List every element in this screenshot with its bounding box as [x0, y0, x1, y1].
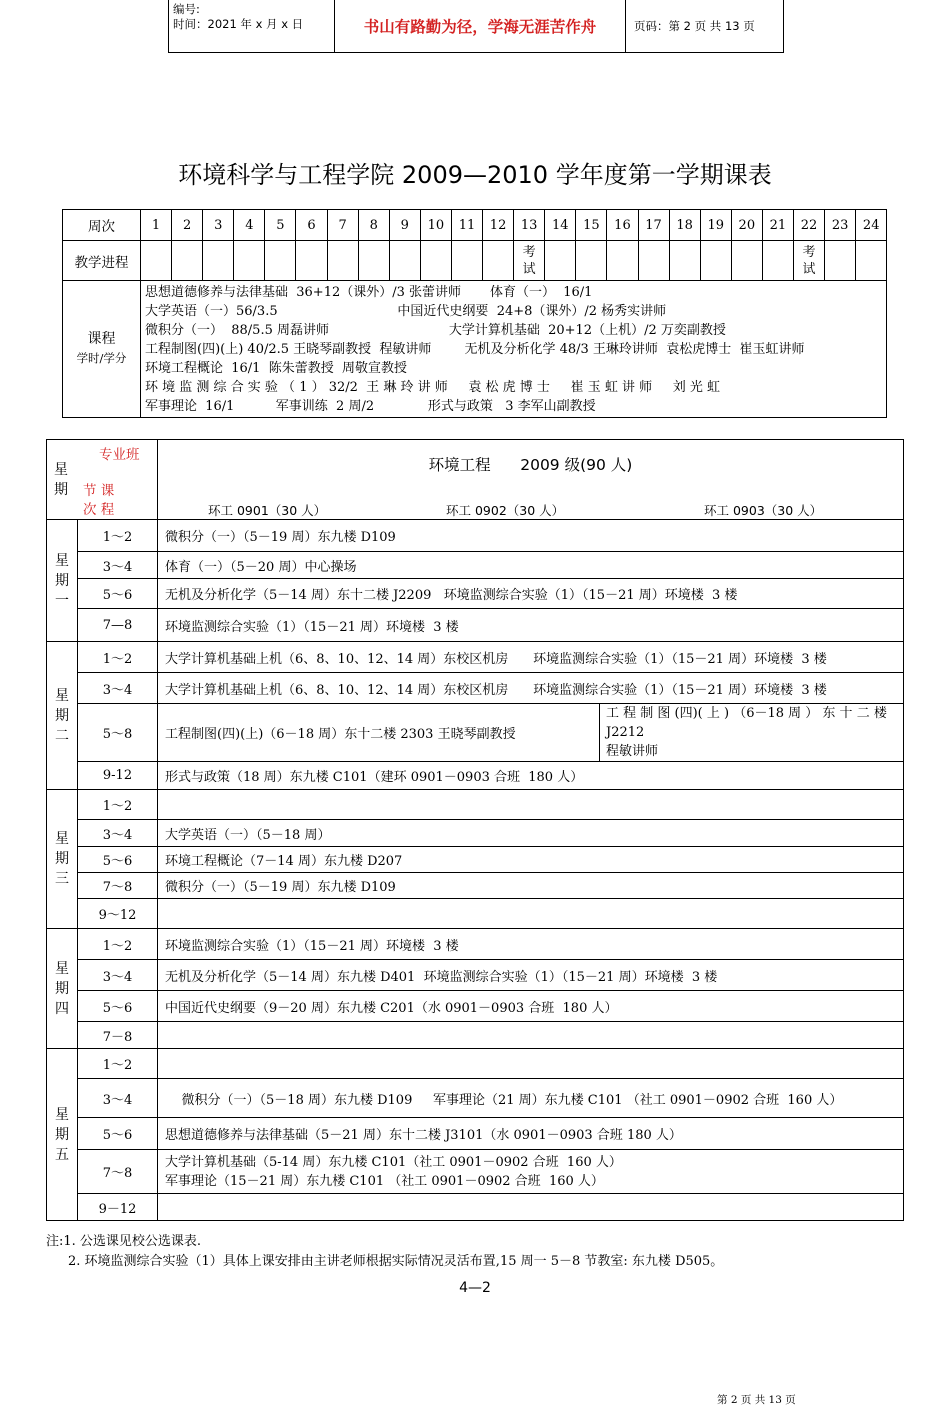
day-label-char: 一	[55, 592, 69, 609]
period-cell: 1～2	[78, 929, 158, 960]
header-time: 时间：2021 年 x 月 x 日	[173, 17, 304, 31]
progress-cell	[545, 241, 576, 281]
progress-cell	[296, 241, 327, 281]
course-cell	[158, 899, 904, 929]
course-entry: 微积分（一） 88/5.5 周磊讲师 大学计算机基础 20+12（上机）/2 万奕副教授	[145, 322, 726, 338]
week-table	[62, 209, 887, 418]
schedule-row	[47, 847, 904, 873]
progress-cell	[762, 241, 793, 281]
course-text: 形式与政策（18 周）东九楼 C101（建环 0901－0903 合班 180 人）	[165, 770, 584, 785]
page-number: 4—2	[459, 1280, 491, 1296]
week-number: 21	[762, 210, 793, 241]
period-cell: 5～6	[78, 847, 158, 873]
day-label-char: 二	[55, 727, 69, 744]
class-0902: 环工 0902（30 人）	[446, 503, 565, 518]
progress-cell	[203, 241, 234, 281]
period-cell: 9－12	[78, 1194, 158, 1221]
progress-cell	[234, 241, 265, 281]
week-number: 14	[545, 210, 576, 241]
week-number: 22	[793, 210, 824, 241]
course-entry: 思想道德修养与法律基础 36+12（课外）/3 张蕾讲师 体育（一） 16/1	[145, 284, 593, 300]
course-text: 环境工程概论（7－14 周）东九楼 D207	[165, 854, 403, 869]
schedule-row	[47, 820, 904, 847]
day-label-char: 星	[55, 687, 69, 704]
day-label-char: 期	[55, 980, 69, 997]
week-number: 2	[172, 210, 203, 241]
course-cell	[158, 960, 904, 991]
week-number: 3	[203, 210, 234, 241]
period-cell: 7～8	[78, 873, 158, 899]
course-entry: 环境工程概论 16/1 陈朱蕾教授 周敬宣教授	[145, 360, 407, 376]
course-cell	[158, 579, 904, 609]
week-number: 24	[856, 210, 887, 241]
exam-mark-bottom: 试	[522, 261, 536, 277]
page-footer: 第 2 页 共 13 页	[717, 1394, 796, 1406]
course-cell	[158, 1194, 904, 1221]
header-page-info: 页码：第 2 页 共 13 页	[634, 19, 755, 33]
course-text: 军事理论（15－21 周）东九楼 C101 （社工 0901－0902 合班 160 人）	[165, 1173, 604, 1189]
course-text: 大学英语（一）（5－18 周）	[165, 827, 331, 843]
day-label-char: 三	[55, 871, 69, 887]
course-cell	[158, 790, 904, 820]
course-cell	[158, 929, 904, 960]
course-list	[141, 281, 887, 418]
period-cell: 1～2	[78, 790, 158, 820]
corner-day-label	[54, 460, 68, 500]
day-label-char: 星	[55, 831, 69, 847]
course-cell	[158, 642, 904, 673]
class-0903: 环工 0903（30 人）	[704, 503, 823, 518]
course-sub-label: 学时/学分	[76, 351, 127, 365]
note-2: 2. 环境监测综合实验（1）具体上课安排由主讲老师根据实际情况灵活布置,15 周一 5－8 节教室: 东九楼 D505。	[68, 1254, 724, 1269]
course-cell	[158, 873, 904, 899]
period-cell: 5～6	[78, 1118, 158, 1150]
course-cell	[158, 520, 904, 552]
course-entry: 军事理论 16/1 军事训练 2 周/2 形式与政策 3 李军山副教授	[145, 398, 596, 414]
course-text: 环境监测综合实验（1）（15－21 周）环境楼 3 楼	[165, 938, 459, 954]
progress-cell	[514, 241, 545, 281]
schedule-row	[47, 960, 904, 991]
course-cell	[158, 1022, 904, 1049]
course-text: 大学计算机基础上机（6、8、10、12、14 周）东校区机房 环境监测综合实验（1）（15－21 周）环境楼 3 楼	[165, 651, 827, 667]
progress-cell	[576, 241, 607, 281]
course-text: 微积分（一）（5－19 周）东九楼 D109	[165, 530, 396, 545]
day-label-char: 星	[55, 960, 69, 977]
course-entry: 大学英语（一）56/3.5 中国近代史纲要 24+8（课外）/2 杨秀实讲师	[145, 303, 667, 319]
course-text: 微积分（一）（5－18 周）东九楼 D109 军事理论（21 周）东九楼 C101 （社工 0901－0902 合班 160 人）	[165, 1092, 843, 1108]
week-number: 19	[700, 210, 731, 241]
day-label-char: 五	[55, 1146, 69, 1163]
course-text: 大学计算机基础上机（6、8、10、12、14 周）东校区机房 环境监测综合实验（1）（15－21 周）环境楼 3 楼	[165, 682, 827, 698]
exam-mark-top: 考	[802, 244, 816, 260]
period-label-2: 次 程	[83, 502, 115, 518]
progress-cell	[172, 241, 203, 281]
day-label-char: 期	[55, 1126, 69, 1143]
schedule-row	[47, 762, 904, 790]
progress-cell	[825, 241, 856, 281]
week-number: 8	[358, 210, 389, 241]
schedule-row	[47, 520, 904, 552]
page-header	[168, 0, 784, 53]
progress-cell	[483, 241, 514, 281]
week-number: 10	[420, 210, 451, 241]
header-number: 编号:	[173, 2, 200, 16]
course-text: 无机及分析化学（5－14 周）东九楼 D401 环境监测综合实验（1）（15－21 周）环境楼 3 楼	[165, 969, 718, 985]
progress-cell	[327, 241, 358, 281]
day-label-char: 星	[55, 552, 69, 569]
course-text: 环境监测综合实验（1）（15－21 周）环境楼 3 楼	[165, 619, 459, 635]
schedule-row	[47, 929, 904, 960]
schedule-row	[47, 704, 904, 762]
schedule-row	[47, 1150, 904, 1194]
week-number: 23	[825, 210, 856, 241]
schedule-table	[46, 439, 904, 1221]
course-text: 体育（一）（5－20 周）中心操场	[165, 559, 357, 575]
schedule-row	[47, 1194, 904, 1221]
specialty-label: 专业班	[99, 447, 140, 463]
week-number: 12	[483, 210, 514, 241]
schedule-row	[47, 899, 904, 929]
day-label	[47, 929, 78, 1049]
course-text: 中国近代史纲要（9－20 周）东九楼 C201（水 0901－0903 合班 180 人）	[165, 1000, 618, 1016]
course-label-cell	[63, 281, 141, 418]
schedule-row	[47, 642, 904, 673]
progress-cell	[451, 241, 482, 281]
period-cell: 3～4	[78, 1079, 158, 1118]
week-number: 17	[638, 210, 669, 241]
progress-cell	[358, 241, 389, 281]
progress-cell	[265, 241, 296, 281]
period-cell: 3～4	[78, 552, 158, 579]
period-cell: 7—8	[78, 609, 158, 642]
course-cell	[158, 673, 904, 704]
day-label	[47, 790, 78, 929]
week-number: 9	[389, 210, 420, 241]
progress-cell	[700, 241, 731, 281]
schedule-row	[47, 552, 904, 579]
course-label: 课程	[87, 331, 116, 347]
period-cell: 3～4	[78, 673, 158, 704]
course-cell	[158, 552, 904, 579]
period-cell: 1～2	[78, 1049, 158, 1079]
course-text: 思想道德修养与法律基础（5－21 周）东十二楼 J3101（水 0901－0903 合班 180 人）	[165, 1128, 682, 1143]
course-line: 工 程 制 图 (四)( 上 ) （6－18 周 ） 东 十 二 楼	[606, 706, 887, 721]
week-number: 5	[265, 210, 296, 241]
schedule-row	[47, 873, 904, 899]
course-entry: 工程制图(四)(上) 40/2.5 王晓琴副教授 程敏讲师 无机及分析化学 48/3 王琳玲讲师 袁松虎博士 崔玉虹讲师	[145, 341, 805, 357]
day-label-char: 四	[55, 1000, 69, 1017]
course-text: 微积分（一）（5－19 周）东九楼 D109	[165, 880, 396, 895]
schedule-row	[47, 1118, 904, 1150]
progress-cell	[793, 241, 824, 281]
course-line: J2212	[606, 725, 645, 740]
class-0901: 环工 0901（30 人）	[208, 503, 327, 518]
schedule-row	[47, 673, 904, 704]
week-number: 15	[576, 210, 607, 241]
course-cell	[158, 1150, 904, 1194]
program-title: 环境工程 2009 级(90 人)	[428, 456, 633, 474]
period-cell: 5～6	[78, 579, 158, 609]
week-number: 1	[141, 210, 172, 241]
note-1: 注:1. 公选课见校公选课表.	[46, 1234, 202, 1249]
period-cell: 3～4	[78, 960, 158, 991]
week-number: 18	[669, 210, 700, 241]
schedule-header-row	[47, 440, 904, 520]
course-cell: 工程制图(四)(上)（6－18 周）东十二楼 2303 王晓琴副教授	[158, 704, 600, 762]
course-entry: 环 境 监 测 综 合 实 验 （ 1 ） 32/2 王 琳 玲 讲 师 袁 松 虎 博 士 崔 玉 虹 讲 师 刘 光 虹	[145, 379, 721, 395]
progress-label: 教学进程	[63, 241, 141, 281]
week-number: 4	[234, 210, 265, 241]
course-cell-split	[600, 704, 904, 762]
course-text: 大学计算机基础（5-14 周）东九楼 C101（社工 0901－0902 合班 160 人）	[165, 1154, 622, 1170]
progress-cell	[638, 241, 669, 281]
course-cell	[158, 609, 904, 642]
page-title: 环境科学与工程学院 2009—2010 学年度第一学期课表	[178, 161, 772, 189]
day-label	[47, 642, 78, 790]
schedule-row	[47, 1049, 904, 1079]
schedule-row	[47, 579, 904, 609]
course-row	[63, 281, 887, 418]
week-number: 13	[514, 210, 545, 241]
progress-row	[63, 241, 887, 281]
period-cell: 5～8	[78, 704, 158, 762]
week-number: 16	[607, 210, 638, 241]
period-cell: 1～2	[78, 520, 158, 552]
period-cell: 1～2	[78, 642, 158, 673]
progress-cell	[420, 241, 451, 281]
course-text: 无机及分析化学（5－14 周）东十二楼 J2209 环境监测综合实验（1）（15－21 周）环境楼 3 楼	[165, 588, 738, 603]
week-number: 20	[731, 210, 762, 241]
period-cell: 7～8	[78, 1150, 158, 1194]
week-number: 7	[327, 210, 358, 241]
week-number: 6	[296, 210, 327, 241]
course-cell	[158, 847, 904, 873]
schedule-row	[47, 790, 904, 820]
progress-cell	[731, 241, 762, 281]
schedule-row	[47, 609, 904, 642]
period-label	[83, 482, 114, 520]
exam-mark-bottom: 试	[802, 261, 816, 277]
course-cell	[158, 1079, 904, 1118]
period-cell: 9～12	[78, 899, 158, 929]
day-label-char: 期	[55, 707, 69, 724]
course-cell	[158, 1049, 904, 1079]
schedule-corner	[47, 440, 158, 520]
progress-cell	[141, 241, 172, 281]
progress-cell	[389, 241, 420, 281]
schedule-row	[47, 1022, 904, 1049]
period-cell: 7－8	[78, 1022, 158, 1049]
course-cell	[158, 820, 904, 847]
day-label	[47, 520, 78, 642]
progress-cell	[669, 241, 700, 281]
exam-mark-top: 考	[522, 244, 536, 260]
day-label	[47, 1049, 78, 1221]
day-label-char: 期	[55, 851, 69, 867]
course-cell	[158, 1118, 904, 1150]
day-label-char: 期	[55, 572, 69, 589]
period-cell: 5～6	[78, 991, 158, 1022]
day-label-char: 星	[55, 1106, 69, 1123]
schedule-row	[47, 1079, 904, 1118]
header-meta	[169, 0, 335, 52]
course-line: 程敏讲师	[606, 744, 659, 759]
progress-cell	[607, 241, 638, 281]
progress-cell	[856, 241, 887, 281]
period-cell: 9-12	[78, 762, 158, 790]
week-number: 11	[451, 210, 482, 241]
period-label-1: 节 课	[83, 483, 115, 499]
schedule-row	[47, 991, 904, 1022]
corner-day-text: 星期	[54, 462, 68, 498]
week-row	[63, 210, 887, 241]
header-motto: 书山有路勤为径，学海无涯苦作舟	[335, 0, 626, 52]
period-cell: 3～4	[78, 820, 158, 847]
course-cell	[158, 991, 904, 1022]
course-cell	[158, 762, 904, 790]
week-label: 周次	[63, 210, 141, 241]
program-header	[158, 440, 904, 520]
